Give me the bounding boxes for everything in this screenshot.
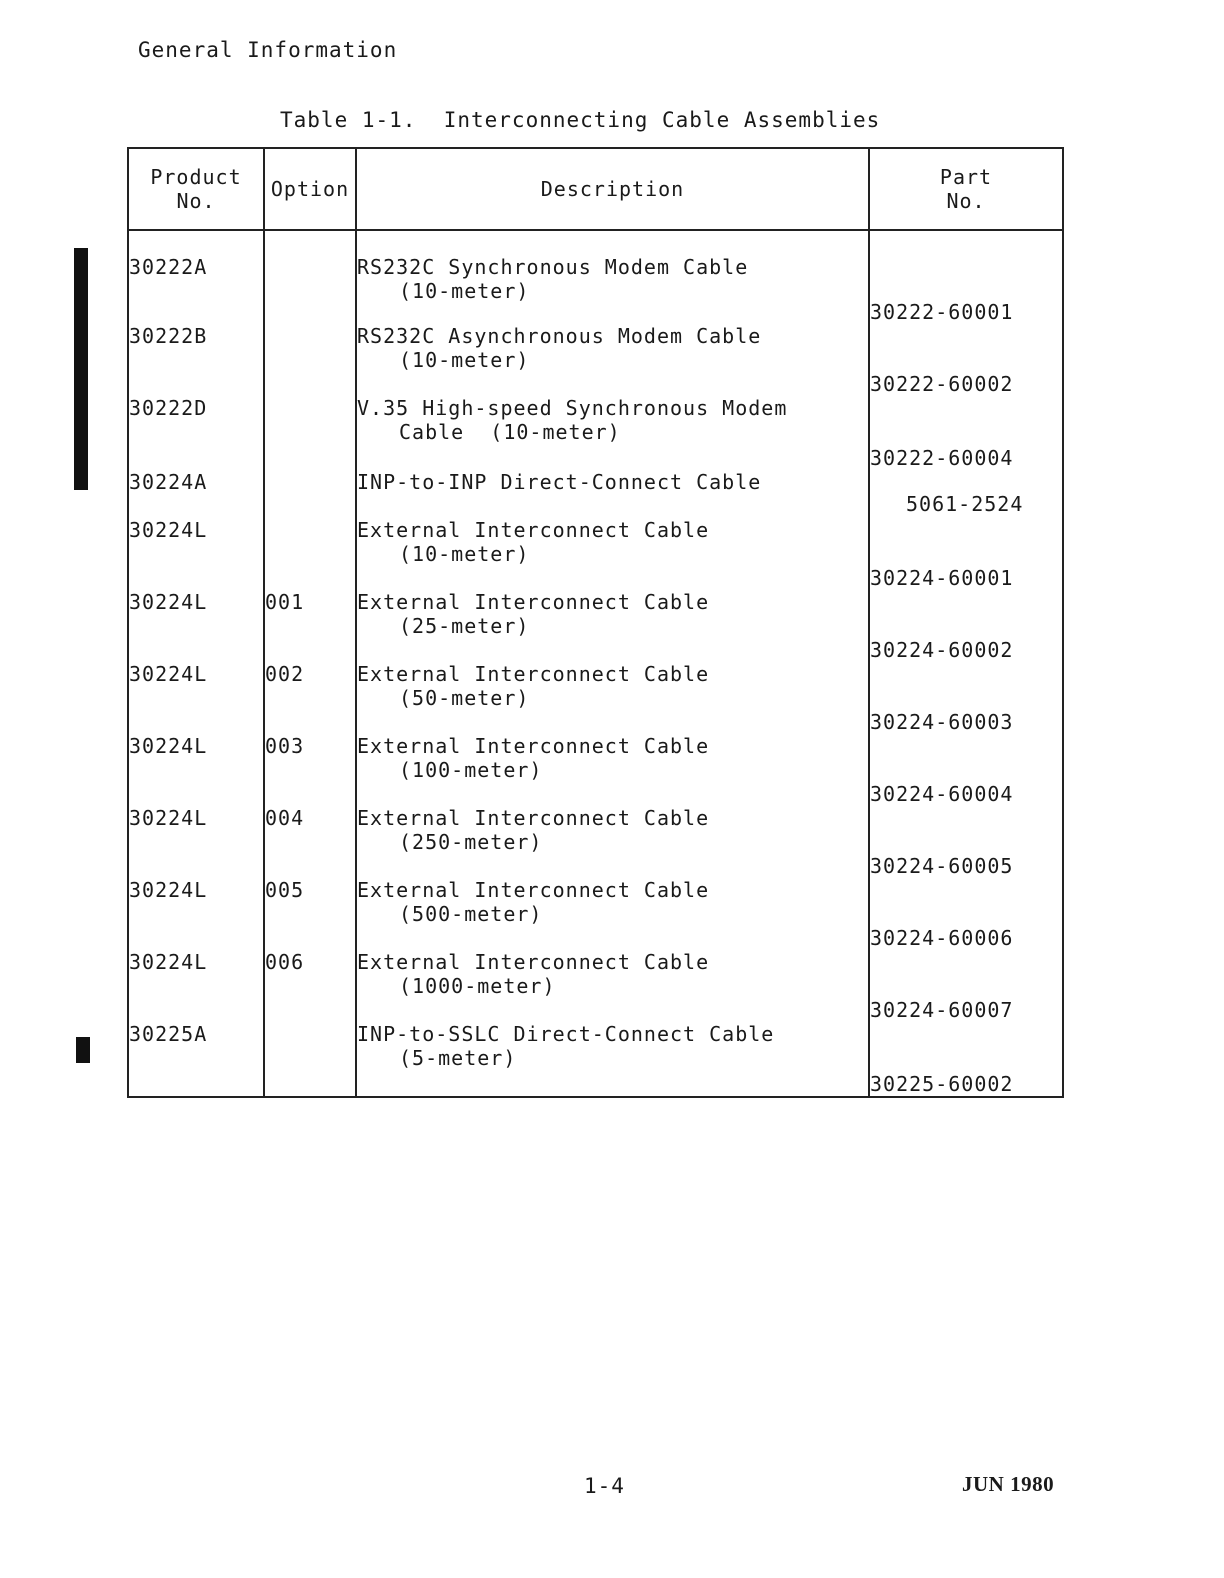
header-part-no: [869, 148, 1063, 230]
table-body: [128, 230, 1063, 1097]
product-no-cell: 30224A: [128, 470, 264, 518]
description-cell: [356, 734, 869, 806]
description-line2: (25-meter): [399, 614, 530, 638]
table-row: [128, 806, 1063, 878]
description-cell: [356, 950, 869, 1022]
header-product-line2: No.: [176, 189, 216, 213]
table-row: [128, 230, 1063, 324]
table-row: [128, 1022, 1063, 1097]
description-cell: [356, 1022, 869, 1097]
description-line1: External Interconnect Cable: [357, 734, 710, 758]
page-date: JUN 1980: [962, 1472, 1055, 1496]
description-line2: (500-meter): [399, 902, 543, 926]
running-head: General Information: [138, 38, 398, 62]
header-product-no: [128, 148, 264, 230]
description-line1: External Interconnect Cable: [357, 518, 710, 542]
option-cell: 004: [264, 806, 356, 878]
option-cell: [264, 470, 356, 518]
description-line2: (5-meter): [399, 1046, 517, 1070]
table-row: [128, 878, 1063, 950]
description-cell: [356, 230, 869, 324]
table-title: Table 1-1. Interconnecting Cable Assemblies: [280, 108, 881, 132]
product-no-cell: 30224L: [128, 590, 264, 662]
description-line1: RS232C Synchronous Modem Cable: [357, 255, 749, 279]
description-line1: INP-to-SSLC Direct-Connect Cable: [357, 1022, 775, 1046]
header-option: Option: [264, 148, 356, 230]
option-cell: [264, 324, 356, 396]
header-part-line1: Part: [939, 165, 993, 189]
table-row: [128, 590, 1063, 662]
product-no-cell: 30224L: [128, 950, 264, 1022]
option-cell: [264, 518, 356, 590]
description-line1: External Interconnect Cable: [357, 590, 710, 614]
description-cell: [356, 324, 869, 396]
description-line2: (1000-meter): [399, 974, 556, 998]
option-cell: 002: [264, 662, 356, 734]
description-line2: (10-meter): [399, 542, 530, 566]
option-cell: 005: [264, 878, 356, 950]
change-bar: [76, 1037, 90, 1063]
description-line1: INP-to-INP Direct-Connect Cable: [357, 470, 762, 494]
description-line1: RS232C Asynchronous Modem Cable: [357, 324, 762, 348]
option-cell: 006: [264, 950, 356, 1022]
part-no-cell: 30225-60002: [869, 1022, 1063, 1097]
table-row: [128, 396, 1063, 470]
part-no-cell: 30224-60004: [869, 734, 1063, 806]
part-no-cell: 30222-60002: [869, 324, 1063, 396]
part-no-cell: 30222-60001: [869, 230, 1063, 324]
option-cell: [264, 396, 356, 470]
table-row: [128, 518, 1063, 590]
description-line1: External Interconnect Cable: [357, 806, 710, 830]
option-cell: 001: [264, 590, 356, 662]
table-row: [128, 470, 1063, 518]
description-line2: (10-meter): [399, 279, 530, 303]
product-no-cell: 30224L: [128, 734, 264, 806]
description-cell: [356, 806, 869, 878]
part-no-cell: 30224-60005: [869, 806, 1063, 878]
description-cell: [356, 878, 869, 950]
description-line2: (250-meter): [399, 830, 543, 854]
page-number: 1-4: [584, 1474, 625, 1498]
description-line2: Cable (10-meter): [399, 420, 621, 444]
part-no-cell: 5061-2524: [869, 470, 1063, 518]
table-header-row: [128, 148, 1063, 230]
description-line1: External Interconnect Cable: [357, 878, 710, 902]
product-no-cell: 30222A: [128, 230, 264, 324]
table-row: [128, 662, 1063, 734]
part-no-cell: 30224-60006: [869, 878, 1063, 950]
table-row: [128, 734, 1063, 806]
product-no-cell: 30224L: [128, 518, 264, 590]
description-cell: [356, 590, 869, 662]
description-line1: External Interconnect Cable: [357, 662, 710, 686]
header-description: Description: [356, 148, 869, 230]
part-no-cell: 30224-60003: [869, 662, 1063, 734]
part-no-cell: 30224-60001: [869, 518, 1063, 590]
cable-assemblies-table: [127, 147, 1064, 1098]
table-row: [128, 324, 1063, 396]
description-cell: [356, 470, 869, 518]
description-line1: V.35 High-speed Synchronous Modem: [357, 396, 788, 420]
description-line2: (100-meter): [399, 758, 543, 782]
product-no-cell: 30222B: [128, 324, 264, 396]
option-cell: [264, 1022, 356, 1097]
product-no-cell: 30225A: [128, 1022, 264, 1097]
product-no-cell: 30224L: [128, 662, 264, 734]
part-no-cell: 30222-60004: [869, 396, 1063, 470]
description-cell: [356, 396, 869, 470]
description-line2: (10-meter): [399, 348, 530, 372]
part-no-cell: 30224-60007: [869, 950, 1063, 1022]
option-cell: [264, 230, 356, 324]
description-line2: (50-meter): [399, 686, 530, 710]
option-cell: 003: [264, 734, 356, 806]
header-product-line1: Product: [150, 165, 242, 189]
product-no-cell: 30222D: [128, 396, 264, 470]
product-no-cell: 30224L: [128, 806, 264, 878]
part-no-cell: 30224-60002: [869, 590, 1063, 662]
description-cell: [356, 518, 869, 590]
description-line1: External Interconnect Cable: [357, 950, 710, 974]
product-no-cell: 30224L: [128, 878, 264, 950]
header-part-line2: No.: [946, 189, 986, 213]
change-bar: [74, 248, 88, 490]
table-row: [128, 950, 1063, 1022]
description-cell: [356, 662, 869, 734]
